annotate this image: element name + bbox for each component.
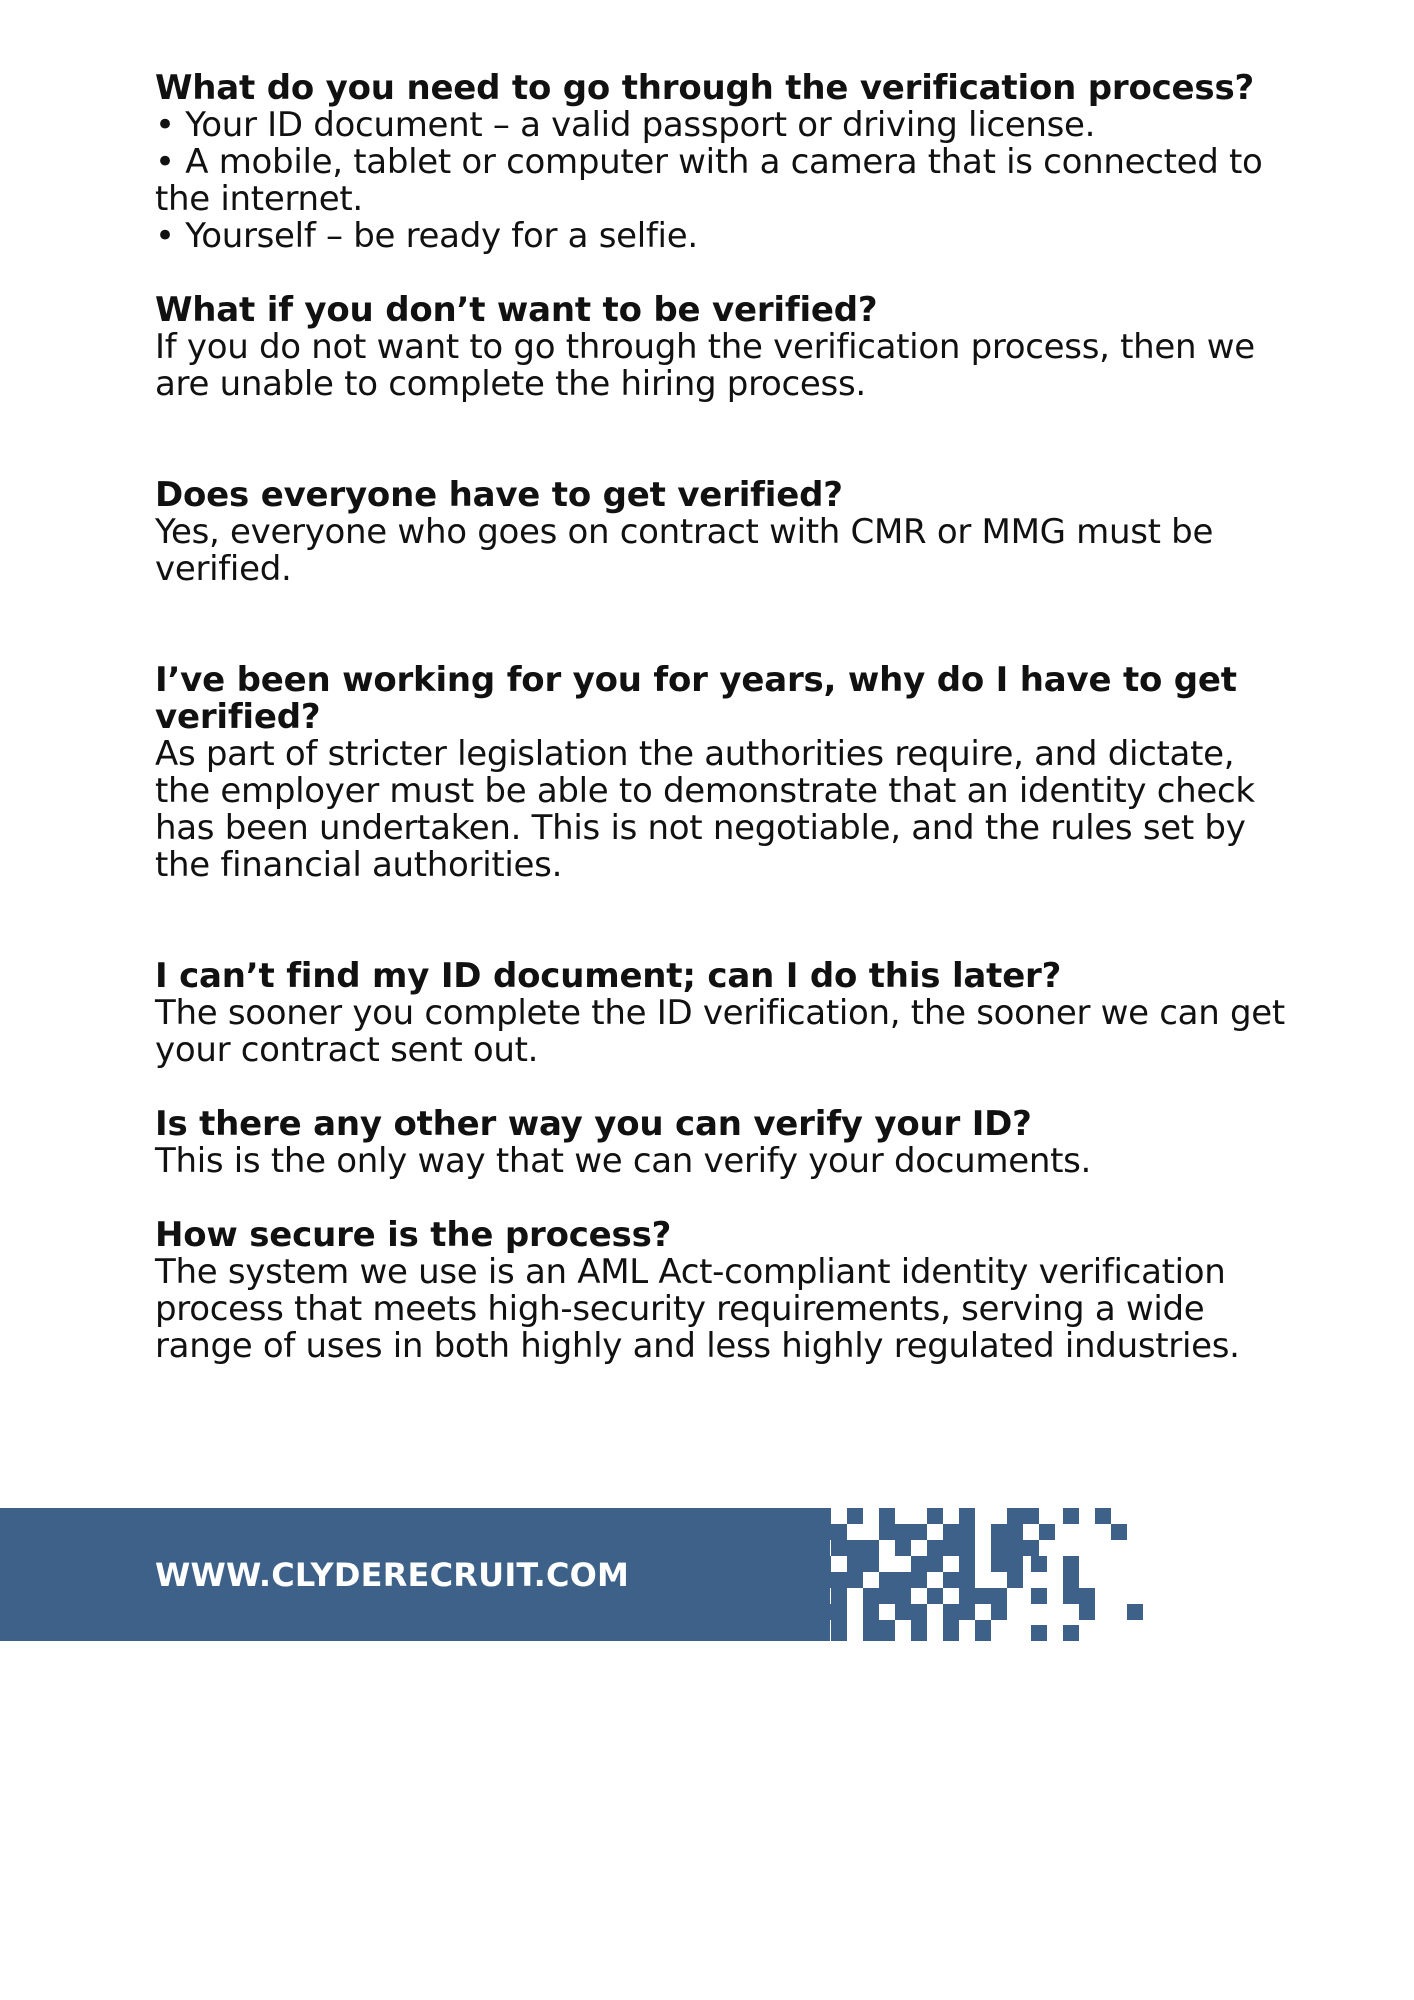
faq-answer-line: • Yourself – be ready for a selfie.	[155, 216, 698, 256]
faq-answer-line: • A mobile, tablet or computer with a camera that is connected to the internet.	[155, 142, 1263, 219]
faq-question: I can’t find my ID document; can I do this later?	[155, 956, 1062, 996]
faq-answer: Yes, everyone who goes on contract with CMR or MMG must be verified.	[155, 512, 1214, 589]
faq-answer: The sooner you complete the ID verification, the sooner we can get your contract sent out.	[155, 993, 1285, 1070]
faq-question: What do you need to go through the verification process?	[155, 68, 1255, 108]
faq-answer: If you do not want to go through the verification process, then we are unable to complete the hiring process.	[155, 327, 1255, 404]
faq-question: I’ve been working for you for years, why do I have to get verified?	[155, 660, 1237, 737]
faq-answer: This is the only way that we can verify your documents.	[155, 1141, 1092, 1181]
faq-question: What if you don’t want to be verified?	[155, 290, 878, 330]
faq-question: How secure is the process?	[155, 1215, 672, 1255]
faq-question: Is there any other way you can verify your ID?	[155, 1104, 1032, 1144]
faq-answer-line: • Your ID document – a valid passport or driving license.	[155, 105, 1096, 145]
faq-answer: As part of stricter legislation the authorities require, and dictate, the employer must be able to demonstrate that an identity check has been undertaken. This is not negotiable, and the rules set by the financial authorities.	[155, 734, 1255, 885]
footer-website-link[interactable]: WWW.CLYDERECRUIT.COM	[155, 1556, 630, 1594]
faq-question: Does everyone have to get verified?	[155, 475, 843, 515]
faq-answer: The system we use is an AML Act-compliant identity verification process that meets high-security requirements, serving a wide range of uses in both highly and less highly regulated industries.	[155, 1252, 1240, 1366]
